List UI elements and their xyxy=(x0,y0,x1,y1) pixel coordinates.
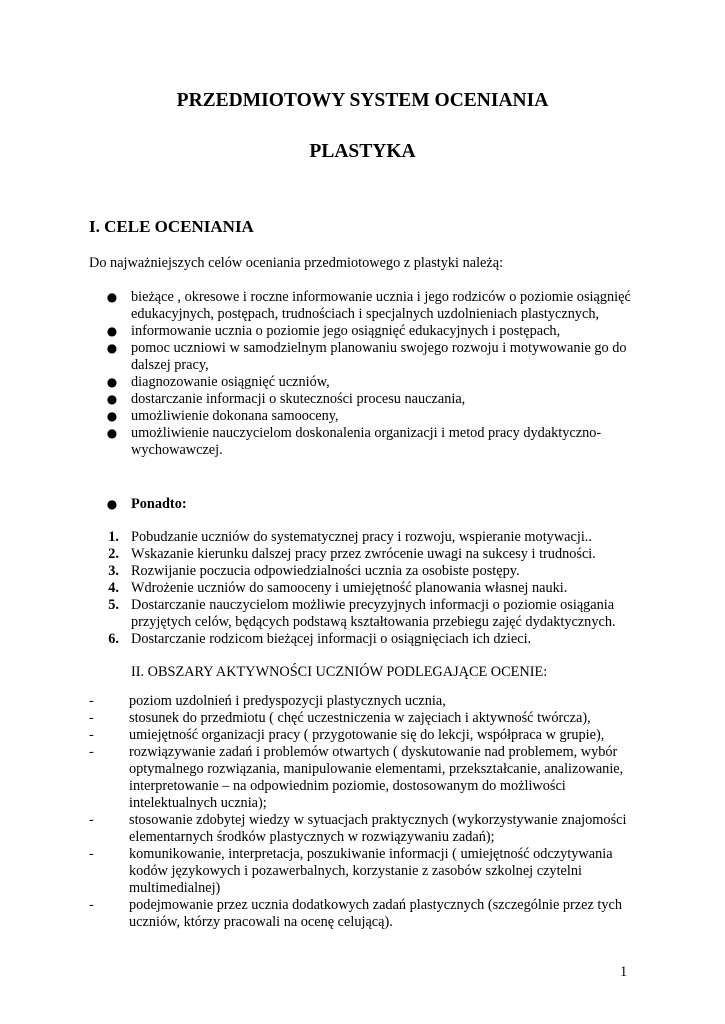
list-item: - umiejętność organizacji pracy ( przygotowanie się do lekcji, współpraca w grupie), xyxy=(89,727,605,743)
bullet-icon: ● xyxy=(106,341,118,355)
list-item: ● umożliwienie nauczycielom doskonalenia organizacji i metod pracy dydaktyczno-wychowawczej. xyxy=(106,425,602,458)
bullet-icon: ● xyxy=(106,392,118,406)
list-item: 1. Pobudzanie uczniów do systematycznej pracy i rozwoju, wspieranie motywacji.. xyxy=(108,529,592,545)
ponadto-list xyxy=(89,496,649,513)
list-item: ● informowanie ucznia o poziomie jego osiągnięć edukacyjnych i postępach, xyxy=(106,323,561,339)
list-item: ● dostarczanie informacji o skuteczności procesu nauczania, xyxy=(106,391,466,407)
list-item xyxy=(89,496,649,513)
bullet-icon: ● xyxy=(106,426,118,440)
areas-dash-list xyxy=(89,693,649,931)
section-heading-goals: I. CELE OCENIANIA xyxy=(89,217,254,236)
list-item: - stosunek do przedmiotu ( chęć uczestniczenia w zajęciach i aktywność twórcza), xyxy=(89,710,591,726)
list-item: - komunikowanie, interpretacja, poszukiwanie informacji ( umiejętność odczytywania kodów językowych i pozawerbalnych, korzystanie z zasobów szkolnej czytelni multimedialnej) xyxy=(89,846,613,896)
document-subtitle: PLASTYKA xyxy=(309,141,416,162)
goals-numbered-list xyxy=(89,529,649,648)
list-item: 3. Rozwijanie poczucia odpowiedzialności ucznia za osobiste postępy. xyxy=(108,563,520,579)
goals-intro: Do najważniejszych celów oceniania przedmiotowego z plastyki należą: xyxy=(89,255,504,271)
bullet-icon: ● xyxy=(106,290,118,304)
bullet-icon: ● xyxy=(106,375,118,389)
bullet-icon: ● xyxy=(106,409,118,423)
list-item: ● bieżące , okresowe i roczne informowanie ucznia i jego rodziców o poziomie osiągnięć edukacyjnych, postępach, trudnościach i specjalnych uzdolnieniach plastycznych, xyxy=(106,289,631,322)
list-item: ● pomoc uczniowi w samodzielnym planowaniu swojego rozwoju i motywowanie go do dalszej pracy, xyxy=(106,340,627,373)
list-item: - podejmowanie przez ucznia dodatkowych zadań plastycznych (szczególnie przez tych uczniów, którzy pracowali na ocenę celującą). xyxy=(89,897,623,930)
list-item: 2. Wskazanie kierunku dalszej pracy przez zwrócenie uwagi na sukcesy i trudności. xyxy=(108,546,596,562)
list-item: ● umożliwienie dokonana samooceny, xyxy=(106,408,339,424)
ponadto-label: Ponadto: xyxy=(131,496,187,512)
bullet-icon: ● xyxy=(106,324,118,338)
list-item: ● diagnozowanie osiągnięć uczniów, xyxy=(106,374,330,390)
list-item: 5. Dostarczanie nauczycielom możliwie precyzyjnych informacji o poziomie osiągania przyjętych celów, będących podstawą kształtowania przebiegu zajęć dydaktycznych. xyxy=(108,597,616,630)
section-heading-areas: II. OBSZARY AKTYWNOŚCI UCZNIÓW PODLEGAJĄCE OCENIE: xyxy=(131,664,548,680)
list-item: 6. Dostarczanie rodzicom bieżącej informacji o osiągnięciach ich dzieci. xyxy=(108,631,532,647)
list-item: - rozwiązywanie zadań i problemów otwartych ( dyskutowanie nad problemem, wybór optymalnego rozwiązania, manipulowanie elementami, przekształcanie, analizowanie, interpretowanie – na odpowiednim poziomie, dostosowanym do możliwości intelektualnych ucznia); xyxy=(89,744,624,811)
list-item: - poziom uzdolnień i predyspozycji plastycznych ucznia, xyxy=(89,693,446,709)
list-item: 4. Wdrożenie uczniów do samooceny i umiejętność planowania własnej nauki. xyxy=(108,580,568,596)
page-number: 1 xyxy=(620,964,628,980)
document-title: PRZEDMIOTOWY SYSTEM OCENIANIA xyxy=(176,90,549,111)
goals-bullet-list xyxy=(89,289,649,459)
list-item: - stosowanie zdobytej wiedzy w sytuacjach praktycznych (wykorzystywanie znajomości elementarnych środków plastycznych w rozwiązywaniu zadań); xyxy=(89,812,627,845)
bullet-icon: ● xyxy=(106,497,118,511)
